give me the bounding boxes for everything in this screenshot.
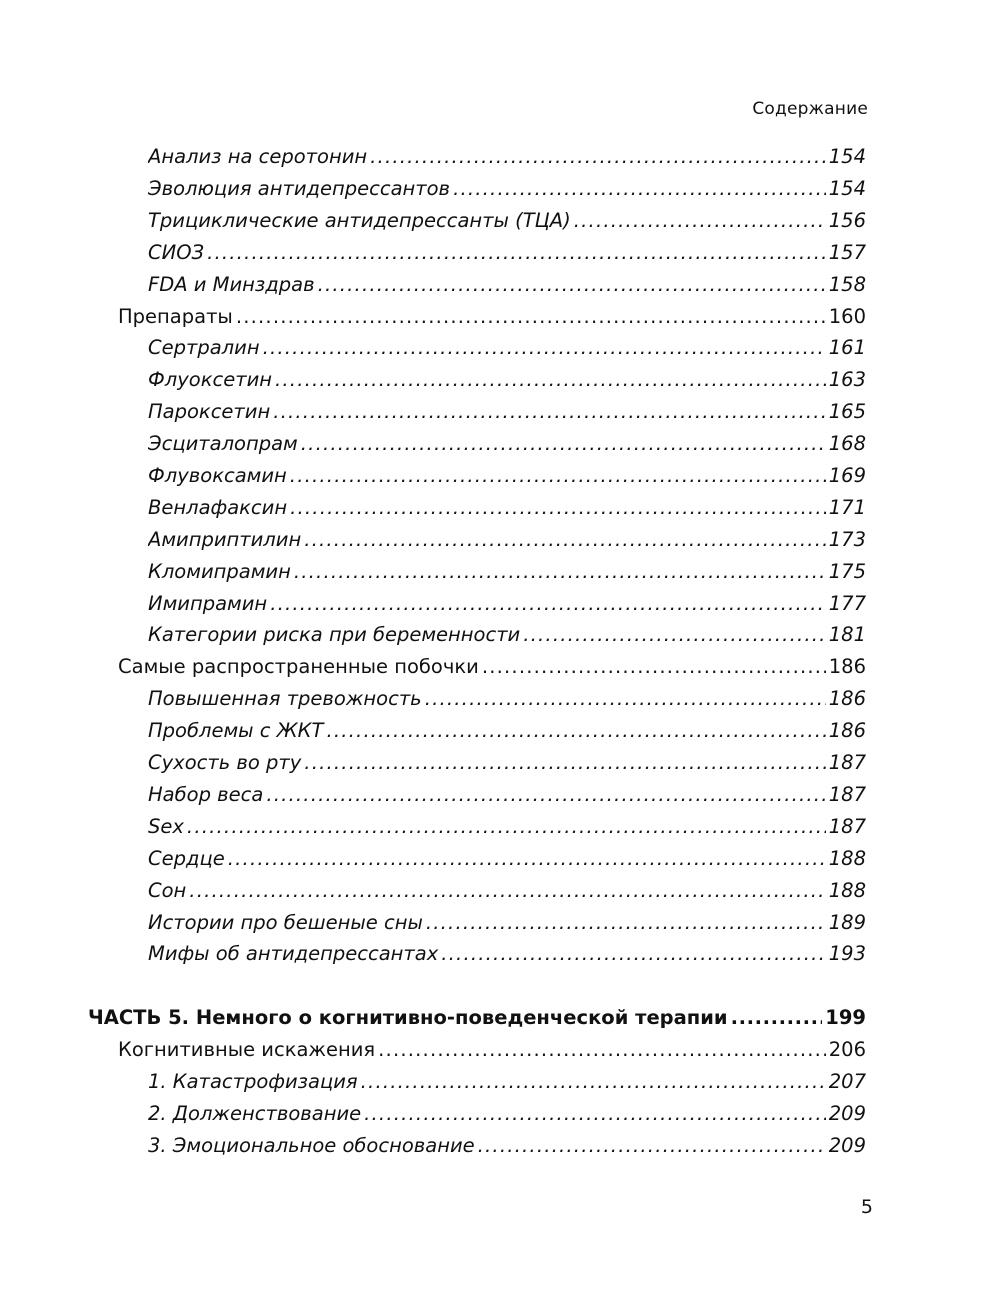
toc-dot-leader (304, 524, 826, 556)
toc-entry-page: 186 (828, 719, 866, 742)
toc-dot-leader (326, 715, 825, 747)
toc-dot-leader (426, 907, 826, 939)
toc-dot-leader (290, 492, 826, 524)
toc-entry-title: Сухость во рту (148, 751, 302, 774)
toc-entry-title: Препараты (118, 305, 233, 328)
toc-entry-page: 156 (828, 209, 866, 232)
toc-entry-page: 188 (828, 847, 866, 870)
toc-dot-leader (187, 811, 826, 843)
toc-entry-title: 2. Долженствование (148, 1102, 362, 1125)
toc-dot-leader (301, 428, 826, 460)
toc-dot-leader (482, 651, 826, 683)
toc-entry-title: Имипрамин (148, 592, 268, 615)
toc-entry-title: Самые распространенные побочки (118, 655, 479, 678)
toc-entry-page: 207 (828, 1070, 866, 1093)
toc-dot-leader (523, 619, 826, 651)
toc-entry-title: СИОЗ (148, 241, 205, 264)
toc-entry (148, 269, 866, 301)
page-number: 5 (860, 1196, 873, 1218)
toc-entry (148, 907, 866, 939)
toc-entry-title: Трициклические антидепрессанты (ТЦА) (148, 209, 571, 232)
toc-entry (148, 875, 866, 907)
toc-dot-leader (189, 875, 825, 907)
toc-entry (148, 588, 866, 620)
toc-dot-leader (236, 301, 826, 333)
toc-entry-title: Анализ на серотонин (148, 145, 368, 168)
toc-dot-leader (294, 556, 826, 588)
toc-entry-title: Набор веса (148, 783, 264, 806)
toc-entry (148, 779, 866, 811)
toc-entry-title: Флувоксамин (148, 464, 287, 487)
toc-entry-title: Эволюция антидепрессантов (148, 177, 451, 200)
toc-entry-page: 187 (828, 751, 866, 774)
toc-dot-leader (441, 938, 826, 970)
toc-entry-title: Пароксетин (148, 400, 271, 423)
toc-entry-page: 154 (828, 177, 866, 200)
toc-dot-leader (478, 1130, 826, 1162)
toc-entry (148, 141, 866, 173)
toc-entry (148, 332, 866, 364)
toc-entry (148, 396, 866, 428)
toc-entry-title: 3. Эмоциональное обоснование (148, 1134, 475, 1157)
toc-entry-page: 199 (825, 1006, 866, 1029)
toc-dot-leader (318, 269, 826, 301)
toc-entry (148, 364, 866, 396)
toc-entry (148, 715, 866, 747)
toc-entry (148, 619, 866, 651)
running-head: Содержание (752, 99, 868, 119)
toc-entry-page: 186 (828, 655, 866, 678)
toc-entry-page: 168 (828, 432, 866, 455)
toc-dot-leader (574, 205, 826, 237)
toc-entry-page: 169 (828, 464, 866, 487)
toc-entry-title: Сердце (148, 847, 225, 870)
toc-entry (148, 811, 866, 843)
toc-entry (148, 843, 866, 875)
toc-entry-title: Флуоксетин (148, 368, 272, 391)
toc-entry-page: 206 (828, 1038, 866, 1061)
toc-entry (88, 1002, 866, 1034)
toc-entry-title: Sex (148, 815, 184, 838)
toc-entry-title: Сертралин (148, 336, 260, 359)
toc-entry-page: 161 (828, 336, 866, 359)
toc-entry (148, 524, 866, 556)
toc-entry-title: Повышенная тревожность (148, 687, 422, 710)
toc-entry (148, 173, 866, 205)
toc-entry-title: ЧАСТЬ 5. Немного о когнитивно-поведенческой терапии (88, 1006, 728, 1029)
toc-dot-leader (275, 364, 826, 396)
toc-entry (148, 1066, 866, 1098)
toc-entry-title: Венлафаксин (148, 496, 288, 519)
toc-dot-leader (270, 588, 826, 620)
toc-entry-title: Категории риска при беременности (148, 623, 521, 646)
toc-entry (148, 237, 866, 269)
toc-entry (148, 938, 866, 970)
toc-entry (118, 1034, 866, 1066)
toc-entry-page: 158 (828, 273, 866, 296)
toc-dot-leader (378, 1034, 826, 1066)
toc-entry (148, 747, 866, 779)
toc-entry-title: Проблемы с ЖКТ (148, 719, 324, 742)
toc-entry (148, 1130, 866, 1162)
toc-entry (148, 1098, 866, 1130)
toc-entry-page: 175 (828, 560, 866, 583)
toc-dot-leader (361, 1066, 826, 1098)
toc-entry-page: 163 (828, 368, 866, 391)
toc-entry-page: 171 (828, 496, 866, 519)
toc-entry-title: Амиприптилин (148, 528, 302, 551)
toc-entry-title: Эсциталопрам (148, 432, 298, 455)
toc-dot-leader (273, 396, 826, 428)
toc-dot-leader (304, 747, 825, 779)
toc-entry-page: 209 (828, 1134, 866, 1157)
toc-entry-title: Кломипрамин (148, 560, 291, 583)
toc-entry-page: 157 (828, 241, 866, 264)
toc-entry-title: Сон (148, 879, 187, 902)
toc-entry (148, 460, 866, 492)
toc-dot-leader (425, 683, 826, 715)
toc-entry (148, 492, 866, 524)
toc-entry-page: 187 (828, 815, 866, 838)
toc-entry-page: 173 (828, 528, 866, 551)
toc-entry-page: 187 (828, 783, 866, 806)
toc-entry-title: FDA и Минздрав (148, 273, 315, 296)
toc-dot-leader (263, 332, 826, 364)
toc-entry (148, 205, 866, 237)
toc-entry (148, 428, 866, 460)
toc-dot-leader (228, 843, 826, 875)
toc-entry-title: Когнитивные искажения (118, 1038, 376, 1061)
toc-entry (118, 651, 866, 683)
toc-entry-title: Истории про бешеные сны (148, 911, 423, 934)
toc-dot-leader (370, 141, 826, 173)
toc-entry (118, 301, 866, 333)
toc-entry-page: 188 (828, 879, 866, 902)
toc-dot-leader (364, 1098, 826, 1130)
toc-dot-leader (266, 779, 825, 811)
toc-entry-page: 189 (828, 911, 866, 934)
toc-dot-leader (731, 1002, 823, 1034)
toc-entry-page: 154 (828, 145, 866, 168)
toc-dot-leader (290, 460, 826, 492)
toc-entry-title: Мифы об антидепрессантах (148, 942, 439, 965)
toc-dot-leader (453, 173, 826, 205)
toc-entry-page: 165 (828, 400, 866, 423)
toc-entry-title: 1. Катастрофизация (148, 1070, 358, 1093)
toc-dot-leader (207, 237, 826, 269)
toc-entry-page: 181 (828, 623, 866, 646)
toc-entry-page: 177 (828, 592, 866, 615)
toc-entry-page: 186 (828, 687, 866, 710)
toc-entry-page: 160 (828, 305, 866, 328)
toc-entry (148, 556, 866, 588)
toc-entry-page: 209 (828, 1102, 866, 1125)
toc-entry-page: 193 (828, 942, 866, 965)
toc-entry (148, 683, 866, 715)
